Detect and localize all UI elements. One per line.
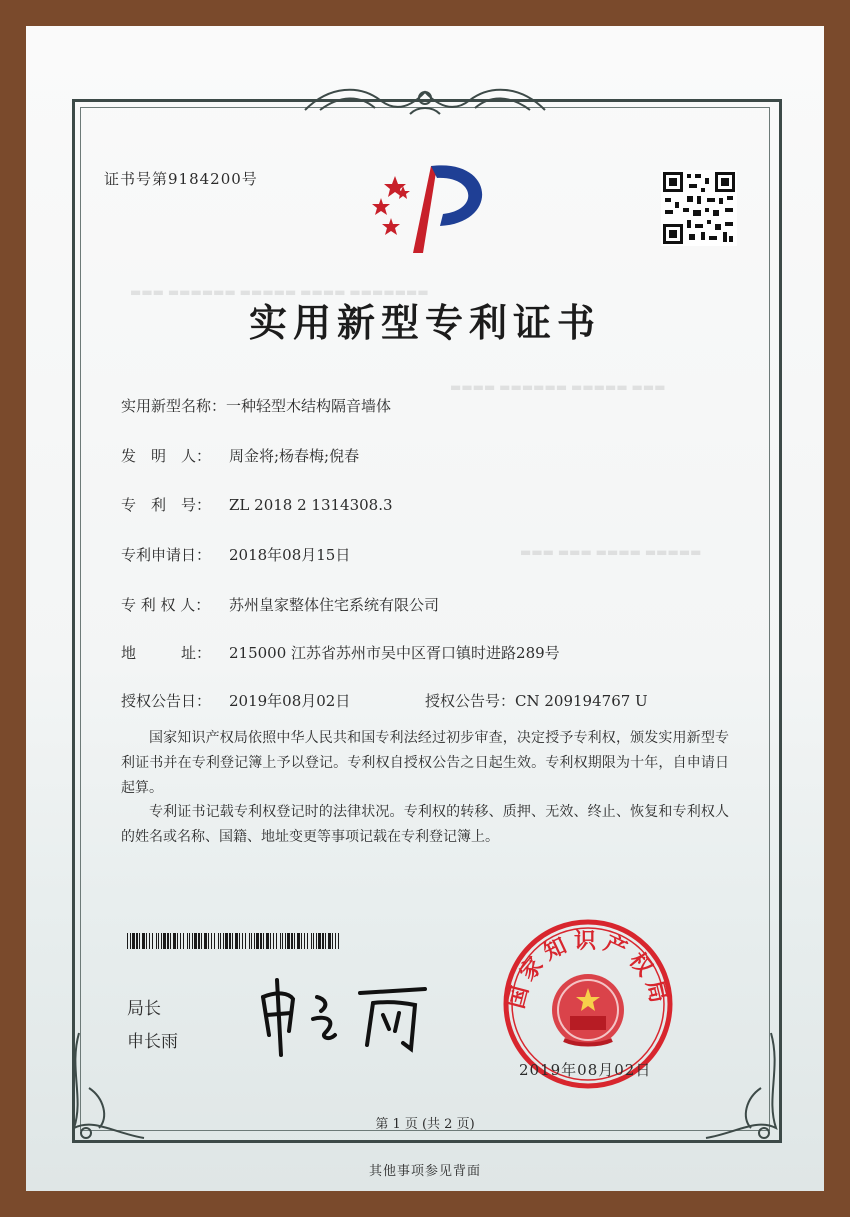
barcode-bar [266, 933, 269, 949]
top-ornament-icon [300, 80, 550, 122]
bleed-through-text: ▬▬▬▬ ▬▬▬▬▬▬ ▬▬▬▬▬ ▬▬▬ [450, 380, 666, 394]
field-inventor [121, 445, 359, 466]
barcode-bar [254, 933, 255, 949]
field-value: 215000 江苏省苏州市吴中区胥口镇时进路289号 [229, 644, 560, 662]
field-value: 2018年08月15日 [229, 546, 351, 564]
barcode-bar [177, 933, 178, 949]
director-title: 局长 [127, 999, 161, 1019]
barcode-bar [170, 933, 171, 949]
barcode-bar [204, 933, 207, 949]
barcode-bar [198, 933, 200, 949]
barcode-bar [273, 933, 274, 949]
barcode-bar [127, 933, 128, 949]
qr-code-icon [661, 170, 737, 246]
barcode-bar [325, 933, 326, 949]
barcode-bar [335, 933, 336, 949]
bleed-through-text: ▬▬▬ ▬▬▬ ▬▬▬▬ ▬▬▬▬▬ [520, 545, 702, 559]
barcode-bar [263, 933, 264, 949]
body-paragraph: 专利证书记载专利权登记时的法律状况。专利权的转移、质押、无效、终止、恢复和专利权人的姓名或名称、国籍、地址变更等事项记载在专利登记簿上。 [121, 804, 729, 845]
field-value: 一种轻型木结构隔音墙体 [226, 397, 392, 415]
barcode-bar [167, 933, 169, 949]
cnipa-logo-icon [365, 158, 490, 258]
field-grant-date [121, 690, 648, 711]
barcode-bar [249, 933, 250, 949]
barcode-bar [218, 933, 219, 949]
barcode-bar [338, 933, 339, 949]
barcode-bar [132, 933, 135, 949]
barcode-bar [220, 933, 221, 949]
barcode-bar [239, 933, 240, 949]
barcode-bar [276, 933, 277, 949]
field-address [121, 642, 560, 663]
barcode-bar [156, 933, 157, 949]
field-label: 授权公告号： [425, 692, 516, 710]
barcode-bar [322, 933, 324, 949]
barcode-bar [211, 933, 212, 949]
barcode-bar [225, 933, 228, 949]
barcode-bar [251, 933, 252, 949]
barcode-bar [256, 933, 259, 949]
body-paragraph: 国家知识产权局依照中华人民共和国专利法经过初步审查，决定授予专利权，颁发实用新型专利证书并在专利登记簿上予以登记。专利权自授权公告之日起生效。专利权期限为十年，自申请日起算。 [121, 730, 729, 796]
barcode-bar [311, 933, 312, 949]
barcode-bar [136, 933, 138, 949]
barcode-bar [180, 933, 181, 949]
barcode-bar [173, 933, 176, 949]
bleed-through-text: ▬▬▬ ▬▬▬▬▬▬ ▬▬▬▬▬ ▬▬▬▬ ▬▬▬▬▬▬▬ [130, 285, 429, 299]
field-label: 专 利 权 人： [121, 596, 211, 614]
barcode-bar [158, 933, 159, 949]
director-name: 申长雨 [127, 1032, 178, 1052]
barcode-bar [130, 933, 131, 949]
barcode-bar [223, 933, 224, 949]
handwritten-signature [255, 975, 435, 1060]
barcode-bar [214, 933, 215, 949]
barcode-bar [301, 933, 302, 949]
barcode-bar [149, 933, 150, 949]
page-number: 第 1 页 (共 2 页) [375, 1117, 475, 1132]
field-filing-date [121, 544, 350, 565]
barcode-bar [328, 933, 331, 949]
barcode-bar [192, 933, 193, 949]
barcode-bar [208, 933, 209, 949]
barcode-bar [280, 933, 281, 949]
barcode-bar [229, 933, 231, 949]
barcode-bar [232, 933, 233, 949]
barcode-bar [139, 933, 140, 949]
barcode-bar [285, 933, 286, 949]
barcode-bar [313, 933, 314, 949]
barcode-bar [235, 933, 238, 949]
barcode-bar [287, 933, 290, 949]
barcode-bar [316, 933, 317, 949]
field-value: 周金将;杨春梅;倪春 [229, 447, 360, 465]
barcode-bar [332, 933, 333, 949]
field-label: 发 明 人： [121, 447, 212, 465]
barcode-bar [161, 933, 162, 949]
footer-note: 其他事项参见背面 [368, 1164, 481, 1179]
field-utility-model-name [121, 395, 391, 416]
barcode-bar [260, 933, 262, 949]
barcode-bar [291, 933, 293, 949]
barcode-bar [307, 933, 308, 949]
barcode-bar [201, 933, 202, 949]
barcode-bar [183, 933, 184, 949]
field-value: 苏州皇家整体住宅系统有限公司 [229, 596, 440, 614]
certificate-title: 实用新型专利证书 [248, 300, 601, 345]
barcode-bar [163, 933, 166, 949]
barcode-bar [194, 933, 197, 949]
barcode-bar [294, 933, 295, 949]
field-value: CN 209194767 U [515, 692, 648, 710]
barcode-bar [146, 933, 147, 949]
field-value: ZL 2018 2 1314308.3 [229, 496, 393, 514]
barcode-bar [282, 933, 283, 949]
field-patentee [121, 594, 439, 615]
barcode-bar [245, 933, 246, 949]
field-label: 授权公告日： [121, 692, 212, 710]
barcode-bar [270, 933, 271, 949]
field-label: 专 利 号： [121, 496, 212, 514]
barcode-bar [304, 933, 305, 949]
field-patent-number [121, 494, 393, 515]
barcode-bar [152, 933, 153, 949]
barcode-bar [318, 933, 321, 949]
seal-text: 国家知识产权局 [504, 929, 672, 1012]
field-label: 实用新型名称： [121, 397, 227, 415]
barcode-icon [127, 933, 340, 949]
field-label: 地 址： [121, 644, 212, 662]
seal-date: 2019年08月02日 [519, 1061, 652, 1079]
barcode-bar [187, 933, 188, 949]
barcode-bar [297, 933, 300, 949]
barcode-bar [189, 933, 190, 949]
field-label: 专利申请日： [121, 546, 212, 564]
barcode-bar [142, 933, 145, 949]
barcode-bar [242, 933, 243, 949]
field-value: 2019年08月02日 [229, 692, 351, 710]
certificate-number: 证书号第9184200号 [104, 170, 258, 188]
